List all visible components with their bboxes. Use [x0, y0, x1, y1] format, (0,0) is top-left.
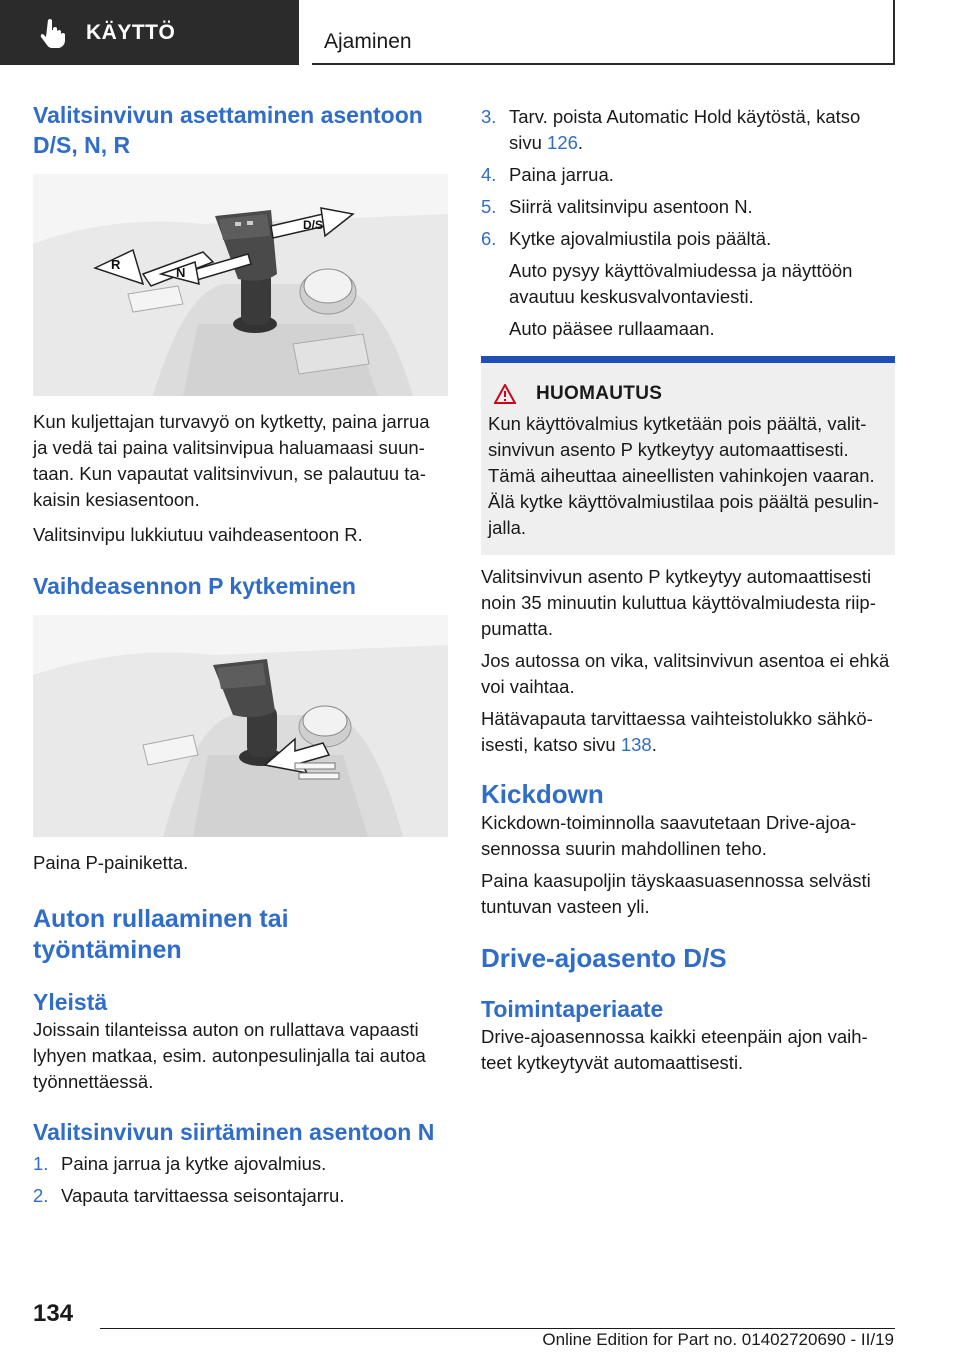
fig-label-ds: D/S: [303, 218, 324, 232]
footer-divider: [100, 1328, 895, 1329]
section-tab: [0, 0, 299, 65]
section-title: KÄYTTÖ: [86, 20, 176, 44]
paragraph-emergency: Hätävapauta tarvittaessa vaihteistolukko sähkö-isesti, katso sivu 138.: [481, 708, 873, 755]
selector-lever-figure-2: [33, 615, 448, 837]
left-column: [33, 100, 448, 1215]
heading-drive: Drive-ajoasento D/S: [481, 943, 727, 973]
heading-principle: Toimintaperiaate: [481, 996, 664, 1022]
step6-detail-2: Auto pääsee rullaamaan.: [509, 318, 715, 339]
chapter-header: [312, 0, 895, 65]
paragraph-rolling-general: Joissain tilanteissa auton on rullattava vapaasti lyhyen matkaa, esim. autonpesulinjalla tai autoa työnnettäessä.: [33, 1019, 426, 1092]
heading-ds-n-r: Valitsinvivun asettaminen asentoon D/S, N, R: [33, 102, 423, 158]
chapter-title: Ajaminen: [324, 30, 412, 53]
heading-kickdown: Kickdown: [481, 779, 604, 809]
steps-right: [481, 104, 895, 252]
notice-title: HUOMAUTUS: [536, 383, 663, 404]
paragraph-lever-lock: Valitsinvipu lukkiutuu vaihdeasentoon R.: [33, 524, 363, 545]
page-number: 134: [33, 1300, 74, 1327]
list-item: 2. Vapauta tarvittaessa seisontajarru.: [33, 1185, 345, 1206]
fig-label-r: R: [111, 257, 121, 272]
notice-header: [494, 383, 883, 405]
list-item: 5. Siirrä valitsinvipu asentoon N.: [481, 196, 753, 217]
heading-rolling: Auton rullaaminen tai työntäminen: [33, 905, 289, 964]
step6-detail-1: Auto pysyy käyttövalmiudessa ja näyttöön avautuu keskusvalvontaviesti.: [509, 260, 853, 307]
paragraph-drive: Drive-ajoasennossa kaikki eteenpäin ajon vaih-teet kytkeytyvät automaattisesti.: [481, 1026, 868, 1073]
paragraph-press-p: Paina P-painiketta.: [33, 852, 189, 873]
hand-pointer-icon: [40, 18, 66, 48]
paragraph-auto-p: Valitsinvivun asento P kytkeytyy automaattisesti noin 35 minuutin kuluttua käyttövalmiudesta riip-pumatta.: [481, 566, 876, 639]
footer-edition: Online Edition for Part no. 01402720690 - II/19: [542, 1330, 894, 1349]
paragraph-fault: Jos autossa on vika, valitsinvivun asentoa ei ehkä voi vaihtaa.: [481, 650, 890, 697]
selector-lever-figure-1: [33, 174, 448, 396]
right-column: [481, 104, 895, 1076]
fig-label-n: N: [176, 265, 186, 280]
paragraph-kickdown-2: Paina kaasupoljin täyskaasuasennossa selvästi tuntuvan vasteen yli.: [481, 870, 871, 917]
page-link-138[interactable]: 138: [620, 734, 652, 755]
notice-text: Kun käyttövalmius kytketään pois päältä, valit-sinvivun asento P kytkeytyy automaattisesti. Tämä aiheuttaa aineellisten vahinkojen vaaran. Älä kytke käyttövalmiustilaa pois päältä pesulin-jalla.: [488, 413, 879, 538]
warning-triangle-icon: [494, 384, 516, 404]
page-link-126[interactable]: 126: [547, 132, 578, 153]
list-item: 3. Tarv. poista Automatic Hold käytöstä, katso sivu 126.: [481, 106, 861, 153]
list-item: 1. Paina jarrua ja kytke ajovalmius.: [33, 1153, 327, 1174]
heading-general: Yleistä: [33, 989, 108, 1015]
list-item: 6. Kytke ajovalmiustila pois päältä.: [481, 228, 772, 249]
steps-left: [33, 1151, 448, 1209]
heading-p-position: Vaihdeasennon P kytkeminen: [33, 573, 356, 599]
list-item: 4. Paina jarrua.: [481, 164, 614, 185]
notice-box: [481, 356, 895, 555]
paragraph-lever-usage: Kun kuljettajan turvavyö on kytketty, paina jarrua ja vedä tai paina valitsinvipua haluamaasi suun-taan. Kun vapautat valitsinvivun, se palautuu ta-kaisin kesiasentoon.: [33, 411, 430, 510]
paragraph-kickdown-1: Kickdown-toiminnolla saavutetaan Drive-ajoa-sennossa suurin mahdollinen teho.: [481, 812, 857, 859]
heading-shift-n: Valitsinvivun siirtäminen asentoon N: [33, 1119, 435, 1145]
